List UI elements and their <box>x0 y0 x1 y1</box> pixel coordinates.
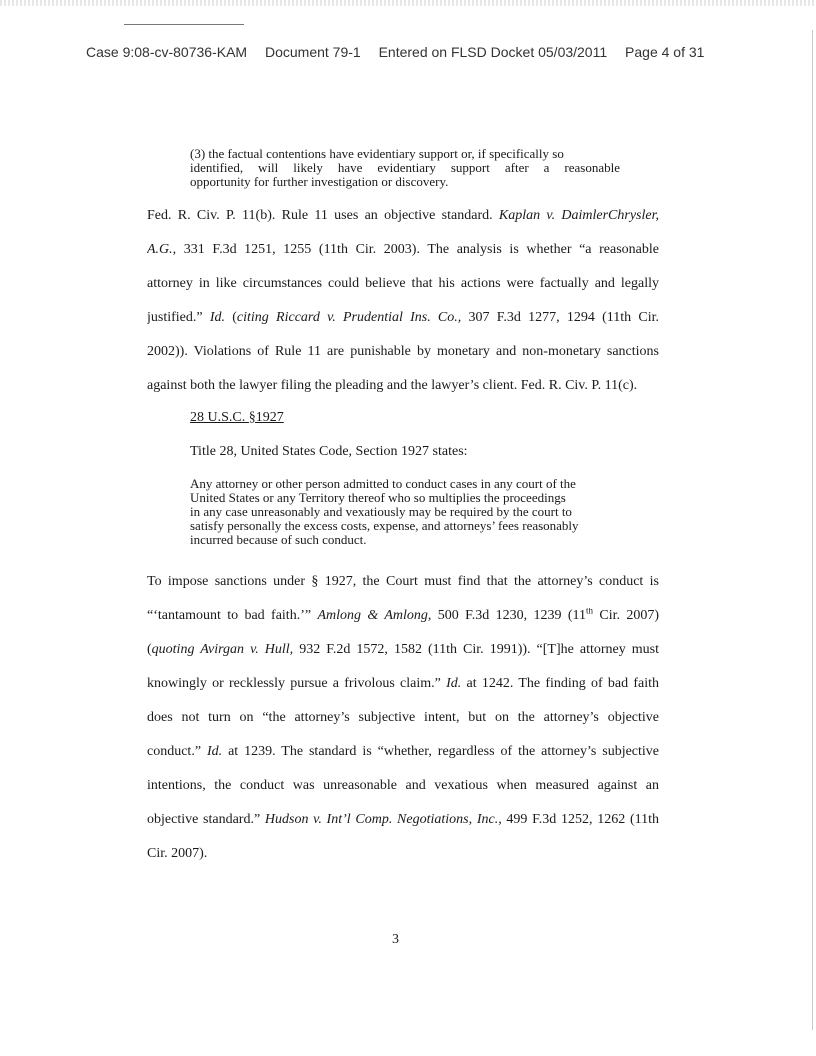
paragraph-line: justified.” Id. (citing Riccard v. Prudential Ins. Co., 307 F.3d 1277, 1294 (11th Cir. <box>147 310 659 325</box>
case-citation: citing Riccard v. Prudential Ins. Co., <box>236 310 462 325</box>
docket-entry: Entered on FLSD Docket 05/03/2011 <box>378 44 608 60</box>
paragraph-line: “‘tantamount to bad faith.’” Amlong & Amlong, 500 F.3d 1230, 1239 (11th Cir. 2007) <box>147 608 659 642</box>
section-1927-paragraph <box>147 574 659 880</box>
case-citation: Amlong & Amlong, <box>317 608 432 623</box>
docket-header <box>86 44 704 60</box>
page-number: 3 <box>392 932 399 947</box>
quote-line: satisfy personally the excess costs, expense, and attorneys’ fees reasonably <box>190 518 579 533</box>
paragraph-line: Cir. 2007). <box>147 846 208 861</box>
quote-line: in any case unreasonably and vexatiously may be required by the court to <box>190 504 572 519</box>
quote-line: (3) the factual contentions have evidentiary support or, if specifically so <box>190 146 564 161</box>
paragraph-line: objective standard.” Hudson v. Int’l Comp. Negotiations, Inc., 499 F.3d 1252, 1262 (11th <box>147 812 659 827</box>
paragraph-line: intentions, the conduct was unreasonable and vexatious when measured against an <box>147 778 659 793</box>
quote-line: identified, will likely have evidentiary support after a reasonable <box>190 160 620 175</box>
quote-line: Any attorney or other person admitted to conduct cases in any court of the <box>190 476 576 491</box>
page-edge <box>812 30 813 1030</box>
case-citation: Hudson v. Int’l Comp. Negotiations, Inc., <box>264 812 502 827</box>
paragraph-line: (quoting Avirgan v. Hull, 932 F.2d 1572, 1582 (11th Cir. 1991)). “[T]he attorney must <box>147 642 659 657</box>
id-citation: Id. <box>209 310 226 325</box>
rule-11-paragraph <box>147 208 659 412</box>
paragraph-line: conduct.” Id. at 1239. The standard is “whether, regardless of the attorney’s subjective <box>147 744 659 759</box>
case-citation: quoting Avirgan v. Hull, <box>151 642 294 657</box>
section-heading: 28 U.S.C. §1927 <box>190 410 284 425</box>
paragraph-line: knowingly or recklessly pursue a frivolous claim.” Id. at 1242. The finding of bad faith <box>147 676 659 691</box>
case-citation: Kaplan v. DaimlerChrysler, <box>498 208 659 223</box>
paragraph-line: against both the lawyer filing the pleading and the lawyer’s client. Fed. R. Civ. P. 11(c). <box>147 378 638 393</box>
quote-line: United States or any Territory thereof who so multiplies the proceedings <box>190 490 566 505</box>
quote-line: incurred because of such conduct. <box>190 532 367 547</box>
document-number: Document 79-1 <box>264 44 361 60</box>
case-citation: A.G., <box>147 242 177 257</box>
page-indicator: Page 4 of 31 <box>625 44 705 60</box>
paragraph-line: does not turn on “the attorney’s subjective intent, but on the attorney’s objective <box>147 710 659 725</box>
id-citation: Id. <box>206 744 223 759</box>
statute-quote-block <box>190 477 620 547</box>
paragraph-line: A.G., 331 F.3d 1251, 1255 (11th Cir. 2003). The analysis is whether “a reasonable <box>147 242 659 257</box>
paragraph-line: attorney in like circumstances could believe that his actions were factually and legally <box>147 276 659 291</box>
scan-artifact <box>0 0 816 6</box>
paragraph-line: To impose sanctions under § 1927, the Court must find that the attorney’s conduct is <box>147 574 659 589</box>
ordinal-suffix: th <box>586 608 594 616</box>
paragraph-line: 2002)). Violations of Rule 11 are punishable by monetary and non-monetary sanctions <box>147 344 659 359</box>
id-citation: Id. <box>446 676 462 691</box>
rule-quote-block <box>190 147 620 189</box>
quote-line: opportunity for further investigation or discovery. <box>190 174 449 189</box>
paragraph-line: Fed. R. Civ. P. 11(b). Rule 11 uses an objective standard. Kaplan v. DaimlerChrysler, <box>147 208 659 223</box>
top-rule <box>124 24 244 25</box>
section-intro: Title 28, United States Code, Section 1927 states: <box>190 444 468 459</box>
case-number: Case 9:08-cv-80736-KAM <box>86 44 248 60</box>
